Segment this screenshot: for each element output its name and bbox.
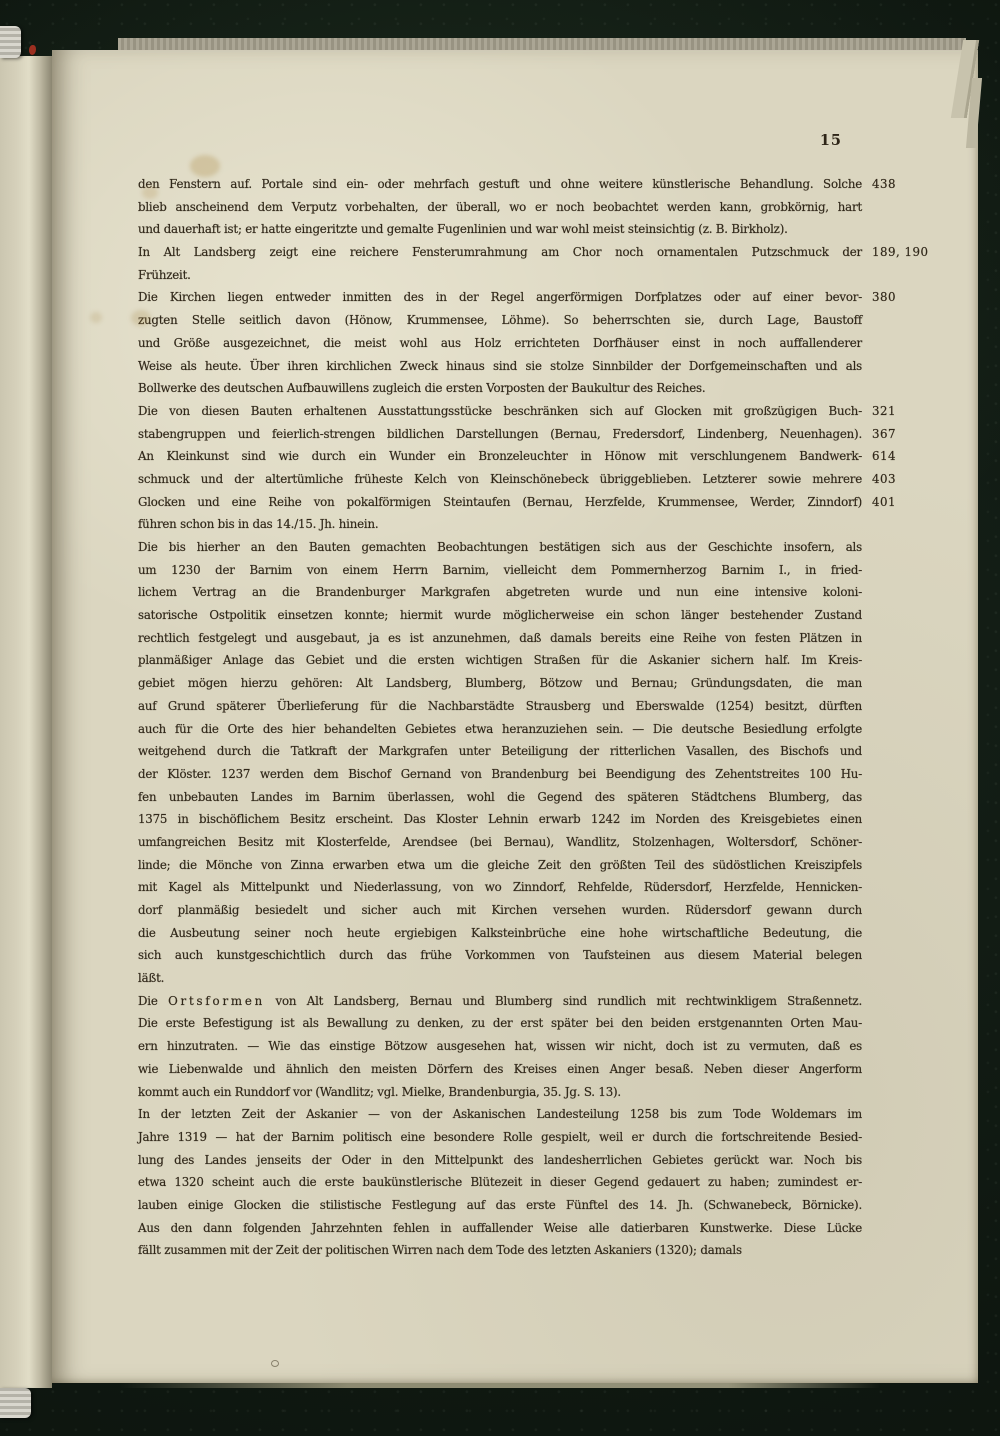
text-line: lung des Landes jenseits der Oder in den Mittelpunkt des landesherrlichen Gebietes gerückt war. Noch bis — [138, 1152, 862, 1167]
facing-page-gutter — [0, 56, 52, 1388]
text-line: weitgehend durch die Tatkraft der Markgrafen unter Beteiligung der ritterlichen Vasallen, des Bischofs und — [138, 744, 862, 759]
text-line: etwa 1320 scheint auch die erste baukünstlerische Blütezeit in dieser Gegend gedauert zu haben; zumindest er- — [138, 1175, 862, 1190]
text-line: blieb anscheinend dem Verputz vorbehalten, der überall, wo er noch beobachtet werden kann, grobkörnig, hart — [138, 199, 862, 214]
text-line: zugten Stelle seitlich davon (Hönow, Krummensee, Löhme). So beherrschten sie, durch Lage, Baustoff — [138, 313, 862, 328]
emphasized-word: Ortsformen — [168, 993, 266, 1008]
text-line: Glocken und eine Reihe von pokalförmigen Steintaufen (Bernau, Herzfelde, Krummensee, Werder, Zinndorf) 401 — [138, 491, 862, 514]
text-line: sich auch kunstgeschichtlich durch das frühe Vorkommen von Taufsteinen aus diesem Material belegen — [138, 948, 862, 963]
text-block — [138, 173, 929, 1262]
margin-reference-number: 189, 190 — [872, 245, 929, 260]
text-line: An Kleinkunst sind wie durch ein Wunder ein Bronzeleuchter in Hönow mit verschlungenem Bandwerk- 614 — [138, 445, 862, 468]
paragraph — [138, 990, 862, 1103]
margin-reference-number: 438 — [872, 177, 897, 191]
text-line: auch für die Orte des hier behandelten Gebietes etwa heranzuziehen sein. — Die deutsche Besiedlung erfolgte — [138, 721, 862, 736]
text-line: läßt. — [138, 971, 165, 986]
text-line: Die von diesen Bauten erhaltenen Ausstattungsstücke beschränken sich auf Glocken mit großzügigen Buch- 321 — [138, 400, 862, 423]
foxing-spot — [142, 186, 158, 199]
text-line: der Klöster. 1237 werden dem Bischof Gernand von Brandenburg bei Beendigung des Zehentstreites 100 Hu- — [138, 766, 862, 781]
print-speck — [271, 1360, 279, 1367]
text-line: Bollwerke des deutschen Aufbauwillens zugleich die ersten Vorposten der Baukultur des Reiches. — [138, 381, 706, 396]
text-line: Weise als heute. Über ihren kirchlichen Zweck hinaus sind sie stolze Sinnbilder der Dorfgemeinschaften und als — [138, 358, 862, 373]
text-line: In Alt Landsberg zeigt eine reichere Fensterumrahmung am Chor noch ornamentalen Putzschmuck der 189, 190 — [138, 241, 862, 264]
text-line: In der letzten Zeit der Askanier — von der Askanischen Landesteilung 1258 bis zum Tode Woldemars im — [138, 1107, 862, 1122]
text-line: ern hinzutraten. — Wie das einstige Bötzow ausgesehen hat, wissen wir nicht, doch ist zu vermuten, daß es — [138, 1039, 862, 1054]
bottom-page-stack-edge — [120, 1383, 880, 1388]
margin-reference-number: 403 — [872, 471, 897, 486]
text-line: um 1230 der Barnim von einem Herrn Barnim, vielleicht dem Pommernherzog Barnim I., in fried- — [138, 562, 862, 577]
paragraph — [138, 536, 862, 990]
text-line: Die erste Befestigung ist als Bewallung zu denken, zu der erst später bei den beiden erstgenannten Orten Mau- — [138, 1016, 862, 1031]
text-line: lauben einige Glocken die stilistische Festlegung auf das erste Fünftel des 14. Jh. (Schwanebeck, Börnicke). — [138, 1197, 862, 1212]
text-line: wie Liebenwalde und ähnlich den meisten Dörfern des Kreises einen Anger besaß. Neben dieser Angerform — [138, 1061, 862, 1076]
text-line — [138, 990, 862, 1013]
foxing-spot — [190, 155, 220, 177]
text-fragment: Die — [138, 993, 169, 1008]
text-line: und Größe ausgezeichnet, die meist wohl aus Holz errichteten Dorfhäuser einst in noch auffallenderer — [138, 335, 862, 350]
text-line: kommt auch ein Runddorf vor (Wandlitz; vgl. Mielke, Brandenburgia, 35. Jg. S. 13). — [138, 1084, 621, 1099]
margin-reference-number: 401 — [872, 494, 897, 509]
margin-reference-number: 367 — [872, 426, 897, 441]
book-headband — [0, 26, 21, 58]
text-line: dorf planmäßig besiedelt und sicher auch mit Kirchen versehen wurden. Rüdersdorf gewann durch — [138, 903, 862, 917]
paragraph — [138, 286, 897, 399]
text-line: linde; die Mönche von Zinna erwarben etwa um die gleiche Zeit den größten Teil des südöstlichen Kreiszipfels — [138, 857, 862, 872]
text-line: Jahre 1319 — hat der Barnim politisch eine besondere Rolle gespielt, weil er durch die fortschreitende Besied- — [138, 1129, 862, 1144]
text-line: satorische Ostpolitik einsetzen konnte; hiermit wurde möglicherweise ein schon länger bestehender Zustand — [138, 608, 862, 623]
paragraph — [138, 241, 929, 286]
text-line: lichem Vertrag an die Brandenburger Markgrafen abgetreten wurde und nun eine intensive koloni- — [138, 585, 862, 600]
text-fragment: von Alt Landsberg, Bernau und Blumberg sind rundlich mit rechtwinkligem Straßennetz. — [265, 993, 862, 1008]
text-line: 1375 in bischöflichem Besitz erscheint. Das Kloster Lehnin erwarb 1242 im Norden des Kreisgebietes einen — [138, 812, 862, 827]
text-line: Aus den dann folgenden Jahrzehnten fehlen in auffallender Weise alle datierbaren Kunstwerke. Diese Lücke — [138, 1220, 862, 1235]
text-line: die Ausbeutung seiner noch heute ergiebigen Kalksteinbrüche eine hohe wirtschaftliche Bedeutung, die — [138, 925, 862, 940]
text-line: fällt zusammen mit der Zeit der politischen Wirren nach dem Tode des letzten Askaniers (1320); damals — [138, 1243, 742, 1258]
margin-reference-number: 614 — [872, 449, 897, 464]
foxing-spot — [131, 310, 151, 326]
text-line: gebiet mögen hierzu gehören: Alt Landsberg, Blumberg, Bötzow und Bernau; Gründungsdaten, die man — [138, 676, 862, 691]
text-line: schmuck und der altertümliche früheste Kelch von Kleinschönebeck übriggeblieben. Letzterer sowie mehrere 403 — [138, 468, 862, 491]
text-line: Die Kirchen liegen entweder inmitten des in der Regel angerförmigen Dorfplatzes oder auf einer bevor- 380 — [138, 286, 862, 309]
text-line: und dauerhaft ist; er hatte eingeritzte und gemalte Fugenlinien und war wohl meist steinsichtig (z. B. Birkholz). — [138, 222, 788, 237]
text-line: fen unbebauten Landes im Barnim überlassen, wohl die Gegend des späteren Städtchens Blumberg, das — [138, 789, 862, 804]
foxing-spot — [90, 312, 102, 323]
text-line: stabengruppen und feierlich-strengen bildlichen Darstellungen (Bernau, Fredersdorf, Lindenberg, Neuenhagen). 367 — [138, 423, 862, 446]
page-number: 15 — [819, 132, 842, 149]
paragraph — [138, 1103, 862, 1262]
text-line: Frühzeit. — [138, 267, 191, 282]
book-page — [52, 50, 978, 1383]
paragraph — [138, 173, 897, 241]
text-line: planmäßiger Anlage das Gebiet und die ersten wichtigen Straßen für die Askanier sichern half. Im Kreis- — [138, 653, 862, 668]
paragraph — [138, 400, 897, 536]
margin-reference-number: 321 — [872, 403, 897, 418]
text-line: mit Kagel als Mittelpunkt und Niederlassung, von wo Zinndorf, Rehfelde, Rüdersdorf, Herzfelde, Hennicken- — [138, 880, 862, 895]
text-line: den Fenstern auf. Portale sind ein- oder mehrfach gestuft und ohne weitere künstlerische Behandlung. Solche 438 — [138, 173, 862, 196]
text-line: rechtlich festgelegt und ausgebaut, ja es ist anzunehmen, daß damals bereits eine Reihe von festen Plätzen in — [138, 630, 862, 645]
book-tailband — [0, 1388, 31, 1418]
text-line: Die bis hierher an den Bauten gemachten Beobachtungen bestätigen sich aus der Geschichte insofern, als — [138, 540, 862, 554]
text-line: führen schon bis in das 14./15. Jh. hinein. — [138, 517, 379, 532]
text-line: umfangreichen Besitz mit Klosterfelde, Arendsee (bei Bernau), Wandlitz, Stolzenhagen, Woltersdorf, Schöner- — [138, 834, 862, 849]
text-line: auf Grund späterer Überlieferung für die Nachbarstädte Strausberg und Eberswalde (1254) besitzt, dürften — [138, 698, 862, 713]
margin-reference-number: 380 — [872, 290, 897, 305]
